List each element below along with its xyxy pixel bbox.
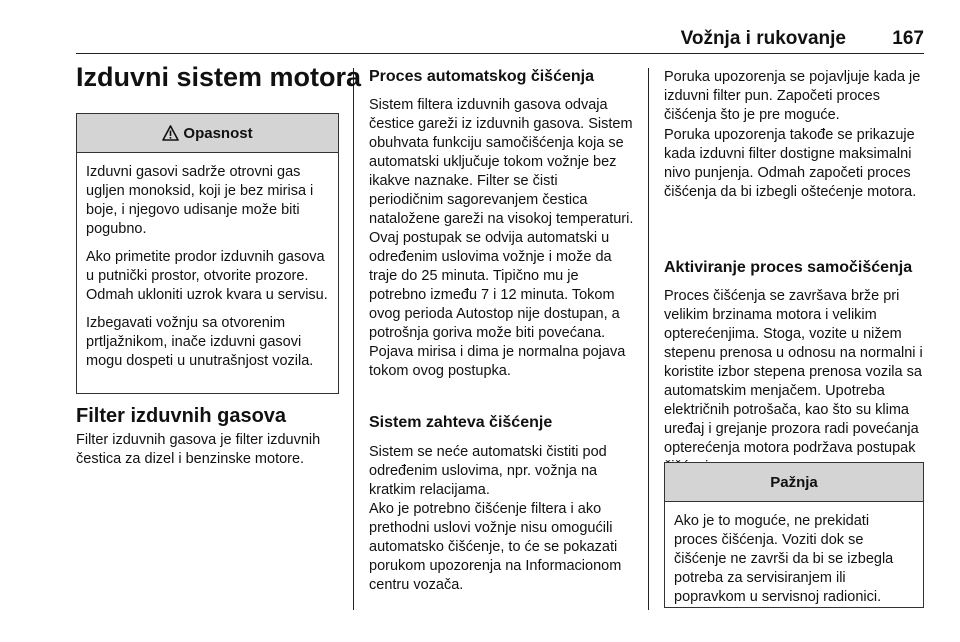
- danger-box-body: [77, 153, 338, 371]
- danger-box: [76, 113, 339, 394]
- danger-paragraph-3: Izbegavati vožnju sa otvorenim prtljažnikom, inače izduvni gasovi mogu dospeti u unutrašnjost vozila.: [86, 315, 314, 369]
- warning-message-paragraph-2: Poruka upozorenja takođe se prikazuje kada izduvni filter dostigne maksimalni nivo punjenja. Odmah započeti proces čišćenja da bi izbegli oštećenje motora.: [664, 127, 917, 200]
- notice-box-header: [665, 463, 923, 502]
- activate-heading: Aktiviranje proces samočišćenja: [664, 259, 913, 276]
- system-paragraph-2: Ako je potrebno čišćenje filtera i ako prethodni uslovi vožnje nisu omogućili automatsko čišćenje, to će se pokazati porukom upozorenja na Informacionom centru vozača.: [369, 501, 622, 593]
- warning-message-paragraph-1: Poruka upozorenja se pojavljuje kada je izduvni filter pun. Započeti proces čišćenja što je pre moguće.: [664, 69, 921, 123]
- activate-text: Proces čišćenja se završava brže pri velikim brzinama motora i velikim opterećenjima. Stoga, vozite u nižem stepenu prenosa u odnosu na normalni i koristite izbor stepena prenosa vozila sa automatskim menjačem. Upotreba električnih potrošača, kao što su klima uređaj i grejanje prozora radi povećanja opterećenja motora podržava postupak: [664, 288, 923, 456]
- column-divider-2: [648, 68, 649, 610]
- page-number: 167: [892, 28, 924, 49]
- process-text: Sistem filtera izduvnih gasova odvaja čestice gareži iz izduvnih gasova. Sistem obuhvata funkciju samočišćenja koja se automatski uključuje tokom vožnje bez ikakve naznake. Filter se čisti periodičnim sagorevanjem čestica nataložene gareži na visokoj temperaturi. Ovaj postupak se odvija automatski u određenim uslovima vožnje i može da traje do 25 minuta. Tipično mu je potrebno između 7 i 12 minuta. Tokom ovog perioda Autostop nije dostupan, a potrošnja goriva može biti povećana. Pojava mirisa i dima je normalna pojava tokom ovog postupka.: [369, 97, 634, 379]
- section-title: Izduvni sistem motora: [76, 62, 362, 92]
- column-divider-1: [353, 68, 354, 610]
- notice-text: Ako je to moguće, ne prekidati proces čišćenja. Voziti dok se čišćenje ne završi da bi se izbegla potreba za servisiranjem ili popravkom u servisnoj radionici.: [674, 513, 894, 605]
- page-header: [76, 22, 924, 50]
- danger-label: Opasnost: [183, 124, 253, 142]
- system-heading: Sistem zahteva čišćenje: [369, 414, 553, 431]
- danger-box-header: [77, 114, 338, 153]
- process-heading: Proces automatskog čišćenja: [369, 68, 594, 85]
- system-paragraph-1: Sistem se neće automatski čistiti pod određenim uslovima, npr. vožnja na kratkim relacijama.: [369, 444, 607, 498]
- danger-paragraph-2: Ako primetite prodor izduvnih gasova u putnički prostor, otvorite prozore. Odmah ukloniti uzrok kvara u servisu.: [86, 249, 328, 303]
- filter-heading: Filter izduvnih gasova: [76, 405, 287, 427]
- notice-label: Pažnja: [770, 473, 818, 491]
- header-rule: [76, 53, 924, 54]
- danger-paragraph-1: Izduvni gasovi sadrže otrovni gas ugljen monoksid, koji je bez mirisa i boje, i njegovo udisanje može biti pogubno.: [86, 164, 314, 237]
- warning-triangle-icon: [162, 125, 179, 141]
- header-title: Vožnja i rukovanje: [680, 28, 846, 49]
- filter-text: Filter izduvnih gasova je filter izduvnih čestica za dizel i benzinske motore.: [76, 432, 321, 467]
- notice-box-body: [665, 502, 923, 607]
- notice-box: [664, 462, 924, 608]
